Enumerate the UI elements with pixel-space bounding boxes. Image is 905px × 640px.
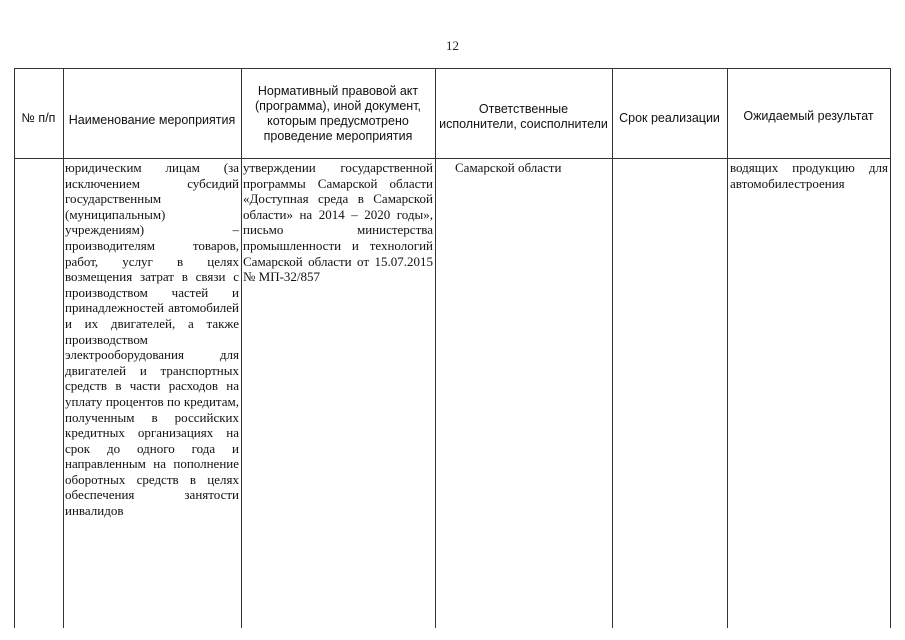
executors-text: Самарской области xyxy=(455,160,562,175)
cell-executors xyxy=(455,160,605,176)
header-expected-result: Ожидаемый результат xyxy=(743,109,874,123)
header-executors: Ответственные исполнители, соисполнители xyxy=(439,101,608,131)
measures-table xyxy=(14,68,891,628)
expected-result-text: водящих продукцию для автомобилестроения xyxy=(730,160,888,191)
header-number: № п/п xyxy=(21,111,56,125)
cell-expected-result xyxy=(730,160,888,191)
header-term: Срок реализации xyxy=(619,111,720,125)
column-divider xyxy=(890,68,891,628)
header-measure-name: Наименование мероприятия xyxy=(68,113,236,127)
legal-act-text: утверждении государственной программы Самарской области «Доступная среда в Самарской области» на 2014 – 2020 годы», письмо министерства промышленности и технологий Самарской области от 15.07.2015 № МП-32/857 xyxy=(243,160,433,285)
header-legal-act: Нормативный правовой акт (программа), иной документ, которым предусмотрено проведение мероприятия xyxy=(254,83,422,143)
measure-name-text: юридическим лицам (за исключением субсидий государственным (муниципальным) учреждениям) – производителям товаров, работ, услуг в целях возмещения затрат в связи с производством частей и принадлежностей автомобилей и их двигателей, а также производством электрооборудования для двигателей и транспортных средств в части расходов на уплату процентов по кредитам, полученным в российских кредитных организациях на срок до одного года и направленным на пополнение оборотных средств в целях обеспечения занятости инвалидов xyxy=(65,160,239,519)
cell-legal-act xyxy=(243,160,433,285)
page-number: 12 xyxy=(446,38,459,53)
table-top-border xyxy=(14,68,891,69)
cell-measure-name xyxy=(65,160,239,519)
